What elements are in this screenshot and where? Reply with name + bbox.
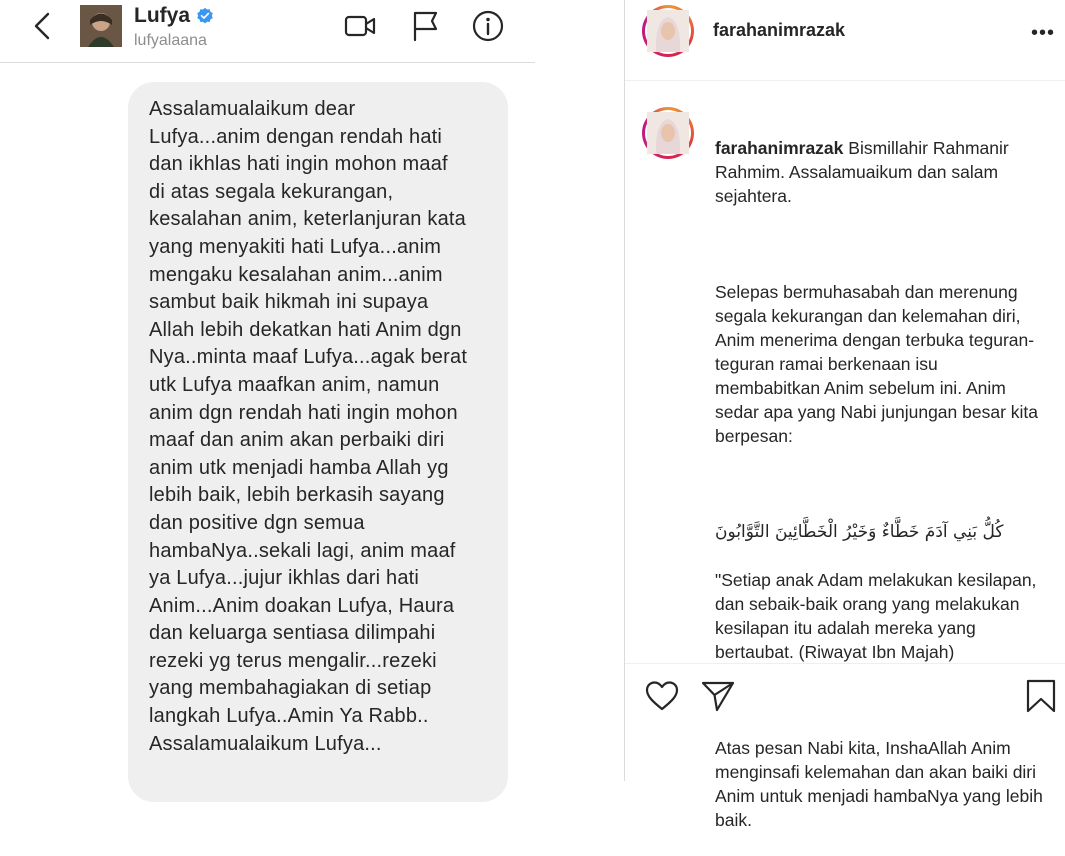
more-options-button[interactable]: ••• [1030,22,1055,44]
paper-plane-icon [700,678,736,714]
bookmark-icon [1023,678,1059,714]
caption-intro: Bismillahir Rahmanir Rahmim. Assalamuaikum dan salam sejahtera. [715,138,1009,206]
post-author-avatar[interactable] [642,5,694,57]
info-icon [470,8,506,44]
post-username[interactable]: farahanimrazak [713,20,846,40]
dm-title[interactable] [134,4,214,28]
caption-paragraph: "Setiap anak Adam melakukan kesilapan, dan sebaik-baik orang yang melakukan kesilapan itu adalah mereka yang bertaubat. (Riwayat Ibn Majah) [715,570,1037,662]
caption-area [625,81,1065,830]
video-call-icon [342,8,378,44]
post-actions [625,663,1065,782]
dm-panel [0,0,535,781]
share-button[interactable] [700,678,736,714]
caption-arabic-quote: كُلُّ بَنِي آدَمَ خَطَّاءٌ وَخَيْرُ الْخَطَّائِينَ التَّوَّابُونَ [715,522,1004,542]
like-button[interactable] [644,678,680,714]
caption-paragraph: Selepas bermuhasabah dan merenung segala kekurangan dan kelemahan diri, Anim menerima dengan terbuka teguran-teguran ramai berkenaan isu membabitkan Anim sebelum ini. Anim sedar apa yang Nabi junjungan besar kita berpesan: [715,282,1038,446]
avatar[interactable] [80,5,122,47]
message-bubble[interactable]: Assalamualaikum dear Lufya...anim dengan rendah hati dan ikhlas hati ingin mohon maaf di atas segala kekurangan, kesalahan anim, keterlanjuran kata yang menyakiti hati Lufya...anim mengaku kesalahan anim...anim sambut baik hikmah ini supaya Allah lebih dekatkan hati Anim dgn Nya..minta maaf Lufya...agak berat utk Lufya maafkan anim, namun anim dgn rendah hati ingin mohon maaf dan anim akan perbaiki diri anim utk menjadi hamba Allah yg lebih baik, lebih berkasih sayang dan positive dgn semua hambaNya..sekali lagi, anim maaf ya Lufya...jujur ikhlas dari hati Anim...Anim doakan Lufya, Haura dan keluarga sentiasa dilimpahi rezeki yg terus mengalir...rezeki yang membahagiakan di setiap langkah Lufya..Amin Ya Rabb.. Assalamualaikum Lufya... [128,82,508,802]
report-button[interactable] [408,8,444,44]
dm-header [0,0,535,63]
avatar-image [647,10,689,52]
caption-paragraph: Atas pesan Nabi kita, InshaAllah Anim menginsafi kelemahan dan akan baiki diri Anim untuk menjadi hambaNya yang lebih baik. [715,738,1043,830]
post-header [625,0,1065,81]
caption-username[interactable]: farahanimrazak [715,138,844,158]
save-button[interactable] [1023,678,1059,714]
back-button[interactable] [28,8,58,44]
caption-author-avatar[interactable] [642,107,694,159]
chevron-left-icon [28,8,58,44]
conversation-info-button[interactable] [470,8,506,44]
flag-icon [408,8,444,44]
dm-contact-handle: lufyalaana [134,32,207,49]
caption-paragraph [715,136,1045,208]
verified-badge-icon [196,7,214,25]
post-panel [625,0,1065,830]
dm-contact-name: Lufya [134,4,191,27]
avatar-image [647,112,689,154]
avatar-image [80,5,122,47]
video-call-button[interactable] [342,8,378,44]
heart-icon [644,678,680,714]
